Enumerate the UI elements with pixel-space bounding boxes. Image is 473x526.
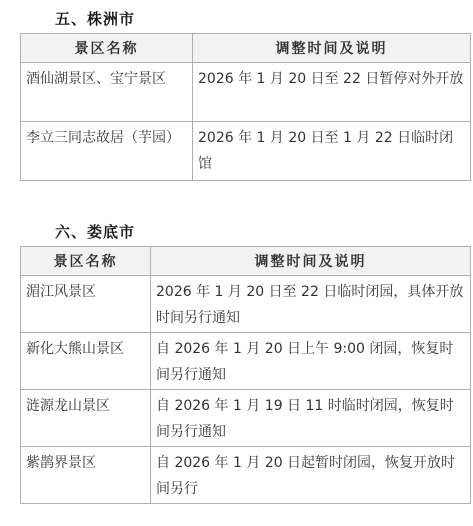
table-row (21, 447, 471, 504)
scenic-name-cell: 酒仙湖景区、宝宁景区 (21, 63, 193, 122)
header-adjustment: 调整时间及说明 (151, 247, 471, 276)
scenic-name-cell: 新化大熊山景区 (21, 333, 151, 390)
scenic-name-cell: 湄江风景区 (21, 276, 151, 333)
adjustment-cell: 自 2026 年 1 月 20 日起暂时闭园，恢复开放时间另行 (151, 447, 471, 504)
table-row (21, 390, 471, 447)
scenic-name-cell: 涟源龙山景区 (21, 390, 151, 447)
table-row (21, 333, 471, 390)
header-adjustment: 调整时间及说明 (193, 34, 471, 63)
table-row (21, 122, 471, 181)
scenic-name-cell: 紫鹊界景区 (21, 447, 151, 504)
header-scenic-name: 景区名称 (21, 247, 151, 276)
adjustment-cell: 自 2026 年 1 月 20 日上午 9:00 闭园，恢复时间另行通知 (151, 333, 471, 390)
zhuzhou-scenic-table (20, 33, 471, 181)
section-title-zhuzhou: 五、株洲市 (55, 10, 136, 28)
section-title-loudi: 六、娄底市 (55, 223, 136, 241)
table-header-row (21, 247, 471, 276)
table-header-row (21, 34, 471, 63)
header-scenic-name: 景区名称 (21, 34, 193, 63)
adjustment-cell: 2026 年 1 月 20 日至 1 月 22 日临时闭馆 (193, 122, 471, 181)
adjustment-cell: 自 2026 年 1 月 19 日 11 时临时闭园，恢复时间另行通知 (151, 390, 471, 447)
table-row (21, 276, 471, 333)
scenic-name-cell: 李立三同志故居（芋园） (21, 122, 193, 181)
adjustment-cell: 2026 年 1 月 20 日至 22 日临时闭园，具体开放时间另行通知 (151, 276, 471, 333)
adjustment-cell: 2026 年 1 月 20 日至 22 日暂停对外开放 (193, 63, 471, 122)
table-row (21, 63, 471, 122)
loudi-scenic-table (20, 246, 471, 504)
